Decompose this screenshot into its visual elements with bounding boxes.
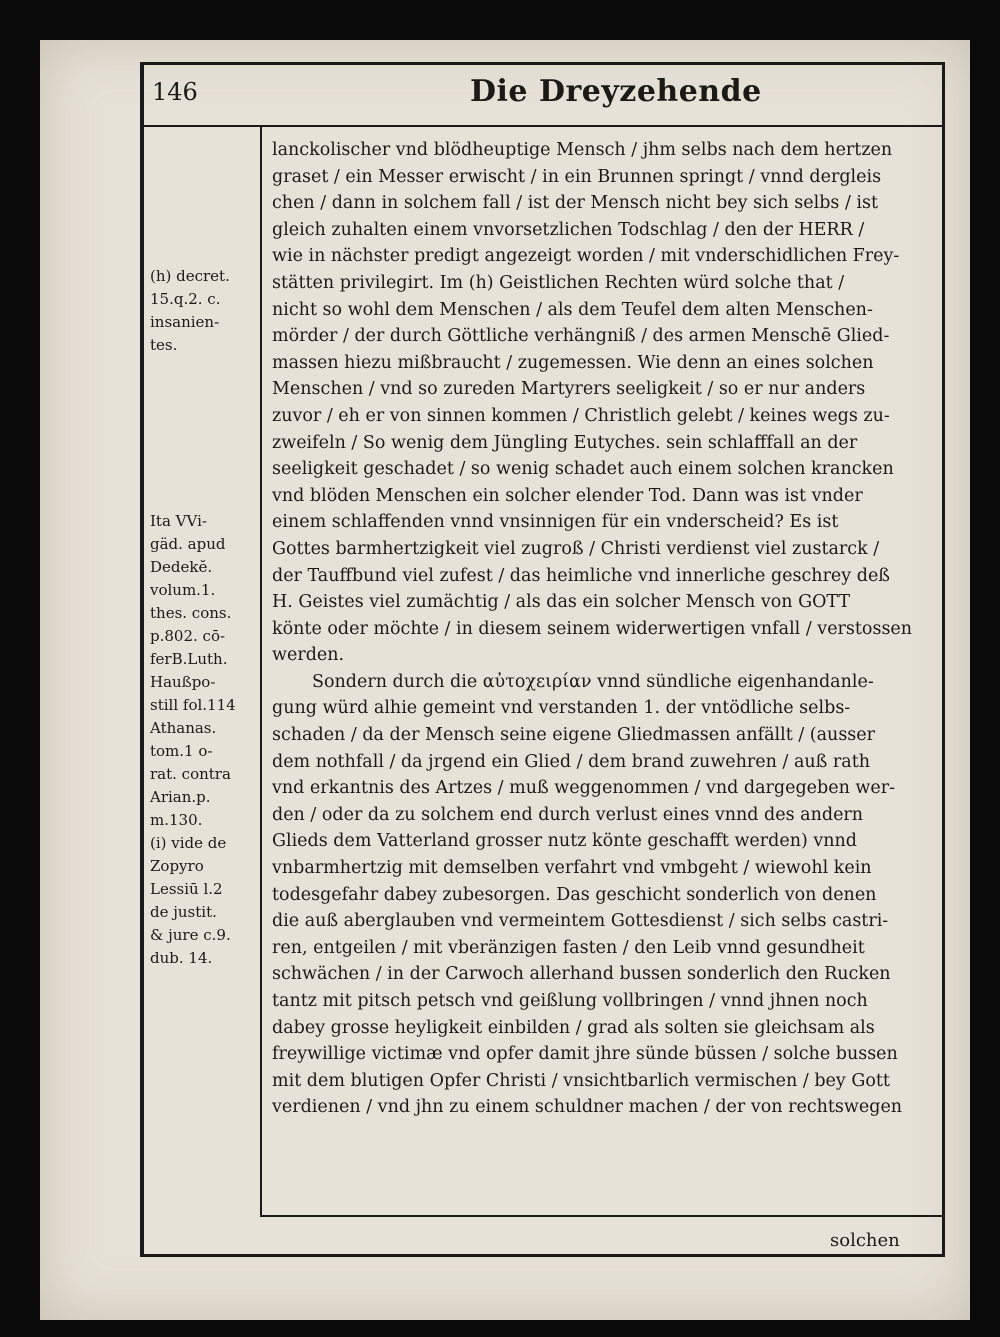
- footer-rule: [262, 1215, 942, 1217]
- text-line: graset / ein Messer erwischt / in ein Brunnen springt / vnnd dergleis: [272, 166, 882, 187]
- margin-note-line: Dedekĕ.: [150, 558, 213, 576]
- text-line: die auß aberglauben vnd vermeintem Gottesdienst / sich selbs castri-: [272, 911, 889, 932]
- text-line: Gottes barmhertzigkeit viel zugroß / Christi verdienst viel zustarck /: [272, 538, 880, 559]
- text-line: schaden / da der Mensch seine eigene Gliedmassen anfällt / (ausser: [272, 725, 875, 746]
- margin-note-line: dub. 14.: [150, 949, 213, 967]
- text-line: Glieds dem Vatterland grosser nutz könte geschafft werden) vnnd: [272, 831, 858, 852]
- margin-note-line: Haußpo-: [150, 673, 216, 691]
- text-line: todesgefahr dabey zubesorgen. Das geschicht sonderlich von denen: [272, 884, 877, 905]
- frame-top-rule: [140, 62, 945, 65]
- text-line: verdienen / vnd jhn zu einem schuldner machen / der von rechtswegen: [272, 1097, 903, 1118]
- margin-note-line: Zopyro: [150, 857, 204, 875]
- catchword: solchen: [830, 1230, 900, 1251]
- margin-note-line: gäd. apud: [150, 535, 226, 553]
- text-line: ren, entgeilen / mit vberänzigen fasten / den Leib vnnd gesundheit: [272, 937, 865, 958]
- running-head: Die Dreyzehende: [470, 74, 762, 109]
- margin-note-line: thes. cons.: [150, 604, 232, 622]
- text-line: Menschen / vnd so zureden Martyrers seeligkeit / so er nur anders: [272, 379, 866, 400]
- margin-note-line: insanien-: [150, 313, 220, 331]
- frame-right-rule: [942, 62, 945, 1257]
- text-line: schwächen / in der Carwoch allerhand bussen sonderlich den Rucken: [272, 964, 891, 985]
- margin-note-line: still fol.114: [150, 696, 236, 714]
- frame-left-rule: [140, 62, 144, 1257]
- text-line: vnd blöden Menschen ein solcher elender Tod. Dann was ist vnder: [272, 485, 863, 506]
- margin-note-line: (i) vide de: [150, 834, 227, 852]
- text-line: mit dem blutigen Opfer Christi / vnsichtbarlich vermischen / bey Gott: [272, 1070, 890, 1091]
- margin-note-line: Arian.p.: [150, 788, 211, 806]
- margin-note-line: tes.: [150, 336, 178, 354]
- text-line: der Tauffbund viel zufest / das heimliche vnd innerliche geschrey deß: [272, 565, 890, 586]
- text-line: nicht so wohl dem Menschen / als dem Teufel dem alten Menschen-: [272, 299, 873, 320]
- text-line: seeligkeit geschadet / so wenig schadet auch einem solchen krancken: [272, 459, 894, 480]
- text-line: gleich zuhalten einem vnvorsetzlichen Todschlag / den der HERR /: [272, 219, 865, 240]
- text-line: stätten privilegirt. Im (h) Geistlichen Rechten würd solche that /: [272, 272, 845, 293]
- text-line: mörder / der durch Göttliche verhängniß / des armen Menschē Glied-: [272, 326, 890, 347]
- text-line: tantz mit pitsch petsch vnd geißlung vollbringen / vnnd jhnen noch: [272, 991, 868, 1011]
- margin-note-line: 15.q.2. c.: [150, 290, 221, 308]
- text-line: massen hiezu mißbraucht / zugemessen. Wie denn an eines solchen: [272, 352, 874, 373]
- text-line: zuvor / eh er von sinnen kommen / Christlich gelebt / keines wegs zu-: [272, 405, 890, 426]
- text-line: könte oder möchte / in diesem seinem widerwertigen vnfall / verstossen: [272, 618, 913, 639]
- margin-note-line: volum.1.: [150, 581, 216, 599]
- text-line: gung würd alhie gemeint vnd verstanden 1. der vntödliche selbs-: [272, 698, 851, 719]
- main-text: [272, 137, 936, 1121]
- text-line: lanckolischer vnd blödheuptige Mensch / jhm selbs nach dem hertzen: [272, 140, 893, 160]
- margin-note-line: ferB.Luth.: [150, 650, 228, 668]
- text-line: dabey grosse heyligkeit einbilden / grad als solten sie gleichsam als: [272, 1017, 875, 1038]
- margin-note-line: rat. contra: [150, 765, 231, 783]
- margin-note-line: Lessiū l.2: [150, 880, 223, 898]
- book-page: [40, 40, 970, 1320]
- text-line: freywillige victimæ vnd opfer damit jhre sünde büssen / solche bussen: [272, 1044, 898, 1065]
- text-line: werden.: [272, 645, 345, 666]
- text-line: vnbarmhertzig mit demselben verfahrt vnd vmbgeht / wiewohl kein: [272, 858, 872, 879]
- text-line: vnd erkantnis des Artzes / muß weggenommen / vnd dargegeben wer-: [272, 778, 896, 799]
- margin-note-line: & jure c.9.: [150, 926, 231, 944]
- margin-note-line: de justit.: [150, 903, 217, 921]
- text-line: Sondern durch die αὐτοχειρίαν vnnd sündliche eigenhandanle-: [312, 671, 874, 692]
- text-line: einem schlaffenden vnnd vnsinnigen für ein vnderscheid? Es ist: [272, 512, 839, 533]
- text-line: zweifeln / So wenig dem Jüngling Eutyches. sein schlafffall an der: [272, 432, 858, 453]
- margin-note-line: m.130.: [150, 811, 203, 829]
- text-line: H. Geistes viel zumächtig / als das ein solcher Mensch von GOTT: [272, 592, 851, 613]
- margin-note-line: Ita VVi-: [150, 512, 207, 530]
- margin-note-1: [150, 265, 260, 357]
- page-number: 146: [152, 78, 198, 106]
- column-rule: [260, 127, 262, 1217]
- frame-bottom-rule: [140, 1254, 945, 1257]
- margin-note-2: [150, 510, 260, 970]
- margin-note-line: (h) decret.: [150, 267, 230, 285]
- text-line: wie in nächster predigt angezeigt worden / mit vnderschidlichen Frey-: [272, 246, 900, 267]
- margin-note-line: tom.1 o-: [150, 742, 213, 760]
- margin-note-line: Athanas.: [150, 719, 217, 737]
- text-line: dem nothfall / da jrgend ein Glied / dem brand zuwehren / auß rath: [272, 751, 870, 772]
- text-line: chen / dann in solchem fall / ist der Mensch nicht bey sich selbs / ist: [272, 193, 879, 214]
- header-rule: [144, 125, 942, 127]
- text-line: den / oder da zu solchem end durch verlust eines vnnd des andern: [272, 804, 864, 825]
- margin-note-line: p.802. cō-: [150, 627, 226, 645]
